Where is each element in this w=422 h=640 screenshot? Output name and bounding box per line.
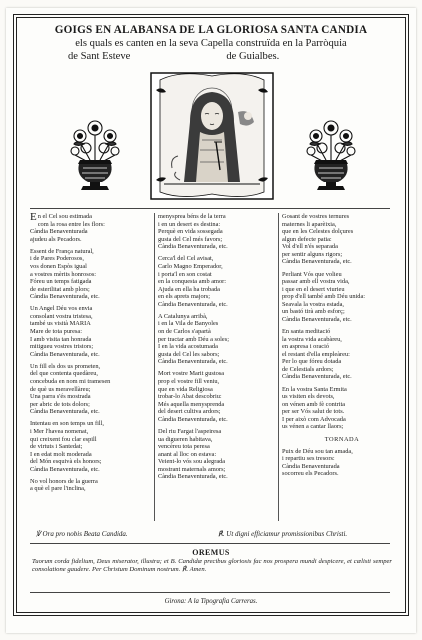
- stanza-text: Mort vostre Marit gustosa prop el vostre fill veniu, que en vida Religiosa trobar-lo Abat descobriu: Més aquella menysprenda del desert cultiva ardors; Càndia Benaventurada, etc.: [158, 370, 228, 423]
- stanza-text: Essent de França natural, i de Pares Poderosos, vos donen Espòs igual a vostres mèrits honrosos: Fóreu un temps fatigada de esterilitat amb plors; Càndia Benaventurada, etc.: [30, 247, 100, 301]
- stanza-text: En santa meditació la vostra vida acabàreu, en aspresa i oració el restant d'ella empleàreu: Per lo que fóreu dotada de Celestials ardors; Càndia Benaventurada, etc.: [282, 328, 352, 381]
- saint-candia-portrait: [150, 72, 274, 200]
- oremus-heading: OREMUS: [192, 548, 230, 557]
- stanza-text: Un fill els dos us prometen, del que contenta quedàreu, concebuda en nom mi tramesen de què us meravellàreu; Una parra s'és mostrada per abric de tots dolors; Càndia Benaventurada, etc.: [30, 362, 111, 416]
- stanza-text: Del riu Fargat l'aspeiresa ua digueren habitava, vencèreu tota peresa anant al lloc on estava: Veient-lo vós sou alegrada mostrant maternals amors; Càndia Benaventurada, etc.: [158, 427, 228, 481]
- stanza: [282, 448, 402, 478]
- stanza: [158, 313, 280, 366]
- title-line-3-right: de Guialbes.: [226, 51, 280, 62]
- stanza-text: En la vostra Santa Ermita us visiten els devots, on vénen amb fè contrita per ser Vós salut de tots. I per això com Advocada us vénen a cantar llaors;: [282, 385, 347, 431]
- stanza-text: Gosant de vostres ternures maternes li aparèixia, que en les Celestes dolçures algun defecte patia: Vol d'ell n'és separada per sentir alguns rigors; Càndia Benaventurada, etc.: [282, 213, 354, 266]
- verses-columns: [30, 213, 398, 528]
- stanza: [282, 386, 402, 431]
- stanza: [30, 305, 150, 358]
- versicle-right: ℟. Ut digni efficiamur promissionibus Christi.: [218, 530, 348, 538]
- bottom-rule: [30, 592, 390, 593]
- verses-column-1: [30, 213, 150, 498]
- printer-footer: Girona: A la Tipografia Carreras.: [164, 598, 258, 605]
- tornada-heading: [282, 436, 402, 444]
- stanza: [158, 255, 280, 308]
- verses-column-2: [154, 213, 280, 521]
- stanza-text: Intentau en son temps un fill, i Mer l'havea nomenat, qui creixent fou clar espill de virtuts i Santedat; I en edat molt moderada del Món esquivà els honors; Càndia Benaventurada, etc.: [30, 420, 104, 473]
- stanza-text: Cerca'l del Cel avisat, Carlo Magno Emperador, i porta'l en son costat en la conquesta amb amor: Ajuda en ella ha trobada en els aprets majors; Càndia Benaventurada, etc.: [158, 255, 228, 308]
- title-line-1: GOIGS EN ALABANSA DE LA GLORIOSA SANTA CANDIA: [54, 24, 368, 36]
- verses-column-3: [278, 213, 402, 521]
- title-line-2: els quals es canten en la seva Capella construïda en la Parròquia: [75, 38, 347, 49]
- stanza: [158, 370, 280, 423]
- title-line-3-left: de Sant Esteve: [68, 51, 131, 62]
- drop-cap: E: [30, 211, 37, 223]
- title-block: [18, 24, 404, 63]
- stanza: [282, 213, 402, 266]
- prayer-text: Tuorum corda fidelium, Deus miserator, illustra; et B. Candidæ precibus gloriosis fac nos prospera mundi despicere, et cælisti semper consolatione gaudere. Per Christum Dominum nostrum. ℟. Amen.: [32, 558, 392, 574]
- flower-vase-right-icon: [302, 116, 360, 196]
- stanza: [30, 213, 150, 243]
- stanza: [30, 420, 150, 473]
- stanza: [158, 213, 280, 251]
- stanza-text: n el Cel sou estimada com la rosa entre les flors: Càndia Benaventurada ajudeu als Pecadors.: [30, 213, 105, 243]
- top-rule: [30, 208, 390, 209]
- stanza: [30, 363, 150, 416]
- stanza-text: menysprea béns de la terra i en un desert es destina: Perquè en vida sossegada gusta del Cel més favors; Càndia Benaventurada, etc.: [158, 213, 228, 251]
- stanza-text: Un Angel Déu vos envia consolant vostra tristesa, també us visità MARIA Mare de tota puresa: I amb visita tan honrada mitigueu vostres tristors; Càndia Benaventurada, etc.: [30, 305, 100, 358]
- stanza: [282, 271, 402, 324]
- stanza-text: No vol honors de la guerra a què el pare l'inclina,: [30, 477, 98, 493]
- stanza-text: Perliant Vós que volieu passar amb ell vostra vida, i que en el desert viurieu prop d'ell també amb Déu unida: Seavala la vostra estada, un bastó tirà amb esforç; Càndia Benaventurada, etc.: [282, 270, 366, 323]
- stanza: [30, 478, 150, 493]
- stanza: [30, 248, 150, 301]
- stanza: [158, 428, 280, 481]
- stanza-text: Puix de Déu sou tan amada, i repartiu ses tresors: Càndia Benaventurada socorreu els Pecadors.: [282, 447, 353, 478]
- tornada-label: TORNADA: [324, 435, 360, 443]
- flower-vase-left-icon: [66, 116, 124, 196]
- stanza: [282, 328, 402, 381]
- versicle-left: ℣ Ora pro nobis Beata Candida.: [36, 530, 128, 538]
- mid-rule: [30, 543, 390, 544]
- stanza-text: A Catalunya arribà, i en la Vila de Banyoles on de Carlos s'apartà per tractar amb Déu a soles; I en la vida acostumada gusta del Cel les sabors; Càndia Benaventurada, etc.: [158, 312, 229, 366]
- title-line-3: [18, 50, 404, 63]
